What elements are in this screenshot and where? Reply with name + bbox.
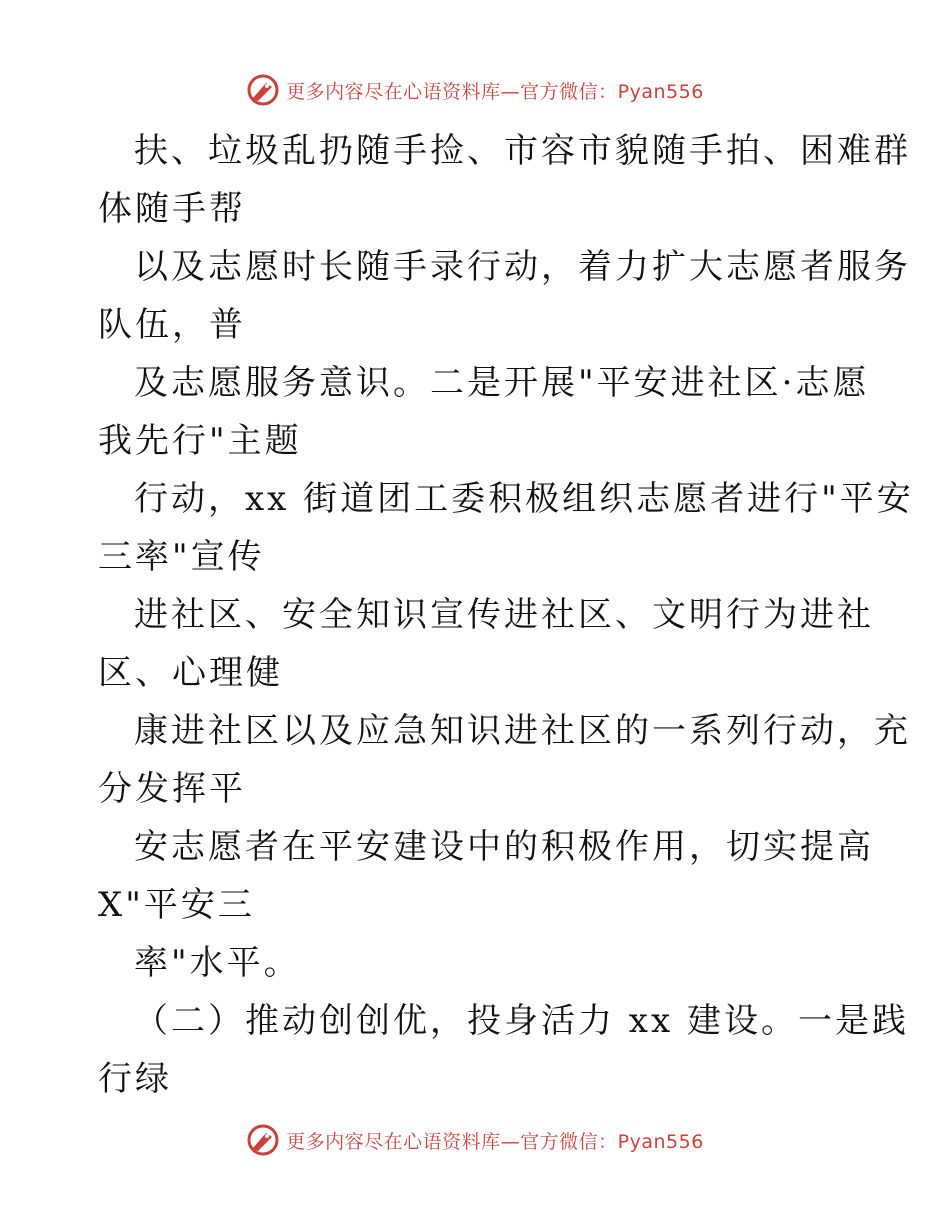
watermark-label: 更多内容尽在心语资料库—官方微信：	[286, 80, 618, 103]
text-line: 扶、垃圾乱扔随手捡、市容市貌随手拍、困难群	[134, 131, 911, 171]
text-line: 我先行"主题	[98, 421, 302, 461]
text-line: 及志愿服务意识。二是开展"平安进社区·志愿	[134, 363, 870, 403]
text-line: （二）推动创创优，投身活力 xx 建设。一是践	[134, 1001, 909, 1041]
text-line: X"平安三	[98, 885, 255, 925]
text-line: 分发挥平	[98, 769, 246, 809]
watermark-handle: Pyan556	[617, 80, 704, 103]
text-line: 体随手帮	[98, 189, 246, 229]
text-line: 行绿	[98, 1059, 172, 1099]
watermark-handle: Pyan556	[617, 1130, 704, 1153]
text-line: 行动，xx 街道团工委积极组织志愿者进行"平安	[134, 479, 914, 519]
footer-watermark	[0, 1120, 950, 1160]
header-watermark	[0, 70, 950, 110]
text-line: 以及志愿时长随手录行动，着力扩大志愿者服务	[134, 247, 911, 287]
text-line: 率"水平。	[134, 943, 301, 983]
text-line: 进社区、安全知识宣传进社区、文明行为进社	[134, 595, 874, 635]
text-line: 康进社区以及应急知识进社区的一系列行动，充	[134, 711, 911, 751]
text-line: 三率"宣传	[98, 537, 265, 577]
text-line: 安志愿者在平安建设中的积极作用，切实提高	[134, 827, 874, 867]
watermark-label: 更多内容尽在心语资料库—官方微信：	[286, 1130, 618, 1153]
text-line: 队伍，普	[98, 305, 246, 345]
watermark-text	[286, 1127, 704, 1154]
document-body	[98, 122, 914, 1108]
pen-nib-icon	[246, 73, 280, 107]
pen-nib-icon	[246, 1123, 280, 1157]
watermark-text	[286, 77, 704, 104]
text-line: 区、心理健	[98, 653, 283, 693]
